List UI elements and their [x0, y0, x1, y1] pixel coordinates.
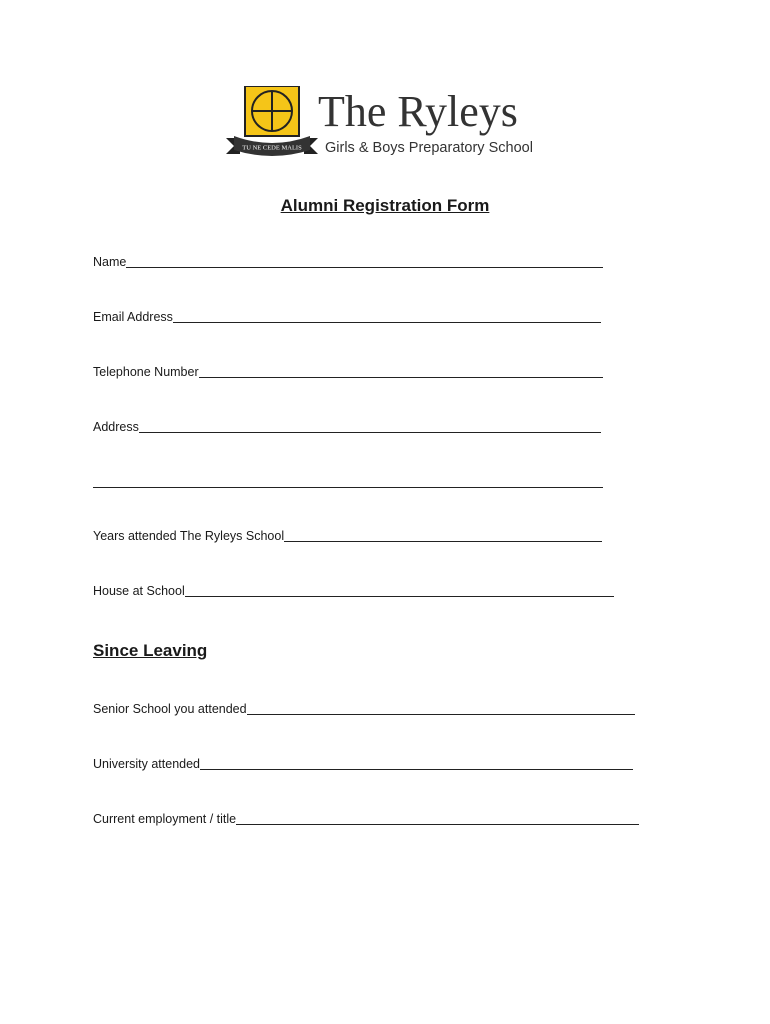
- years-attended-field[interactable]: [93, 526, 602, 546]
- address-label: Address: [93, 420, 139, 434]
- email-label: Email Address: [93, 310, 173, 324]
- motto-ribbon: [226, 136, 318, 156]
- school-subtitle: Girls & Boys Preparatory School: [325, 140, 533, 156]
- svg-text:TU NE CEDE MALIS: TU NE CEDE MALIS: [242, 144, 302, 152]
- university-line[interactable]: [200, 768, 633, 770]
- house-line[interactable]: [185, 595, 614, 597]
- address-line-2[interactable]: [93, 486, 603, 488]
- telephone-field[interactable]: [93, 362, 603, 382]
- form-title: Alumni Registration Form: [280, 196, 490, 215]
- senior-school-label: Senior School you attended: [93, 702, 247, 716]
- senior-school-line[interactable]: [247, 713, 635, 715]
- name-label: Name: [93, 255, 127, 269]
- years-attended-line[interactable]: [284, 540, 602, 542]
- crest-icon: [245, 86, 299, 136]
- house-field[interactable]: [93, 581, 614, 601]
- employment-line[interactable]: [236, 823, 639, 825]
- house-label: House at School: [93, 584, 185, 598]
- school-logo: [226, 86, 546, 158]
- name-line[interactable]: [126, 266, 603, 268]
- address-field[interactable]: [93, 417, 601, 437]
- employment-field[interactable]: [93, 809, 639, 829]
- school-name: The Ryleys: [318, 87, 518, 136]
- telephone-line[interactable]: [199, 376, 603, 378]
- address-line-2-field[interactable]: [93, 472, 603, 492]
- email-field[interactable]: [93, 307, 601, 327]
- email-line[interactable]: [173, 321, 601, 323]
- since-leaving-heading: Since Leaving: [93, 641, 208, 660]
- university-field[interactable]: [93, 754, 633, 774]
- name-field[interactable]: [93, 252, 603, 272]
- university-label: University attended: [93, 757, 201, 771]
- employment-label: Current employment / title: [93, 812, 237, 826]
- senior-school-field[interactable]: [93, 699, 635, 719]
- years-attended-label: Years attended The Ryleys School: [93, 529, 285, 543]
- telephone-label: Telephone Number: [93, 365, 199, 379]
- address-line[interactable]: [139, 431, 601, 433]
